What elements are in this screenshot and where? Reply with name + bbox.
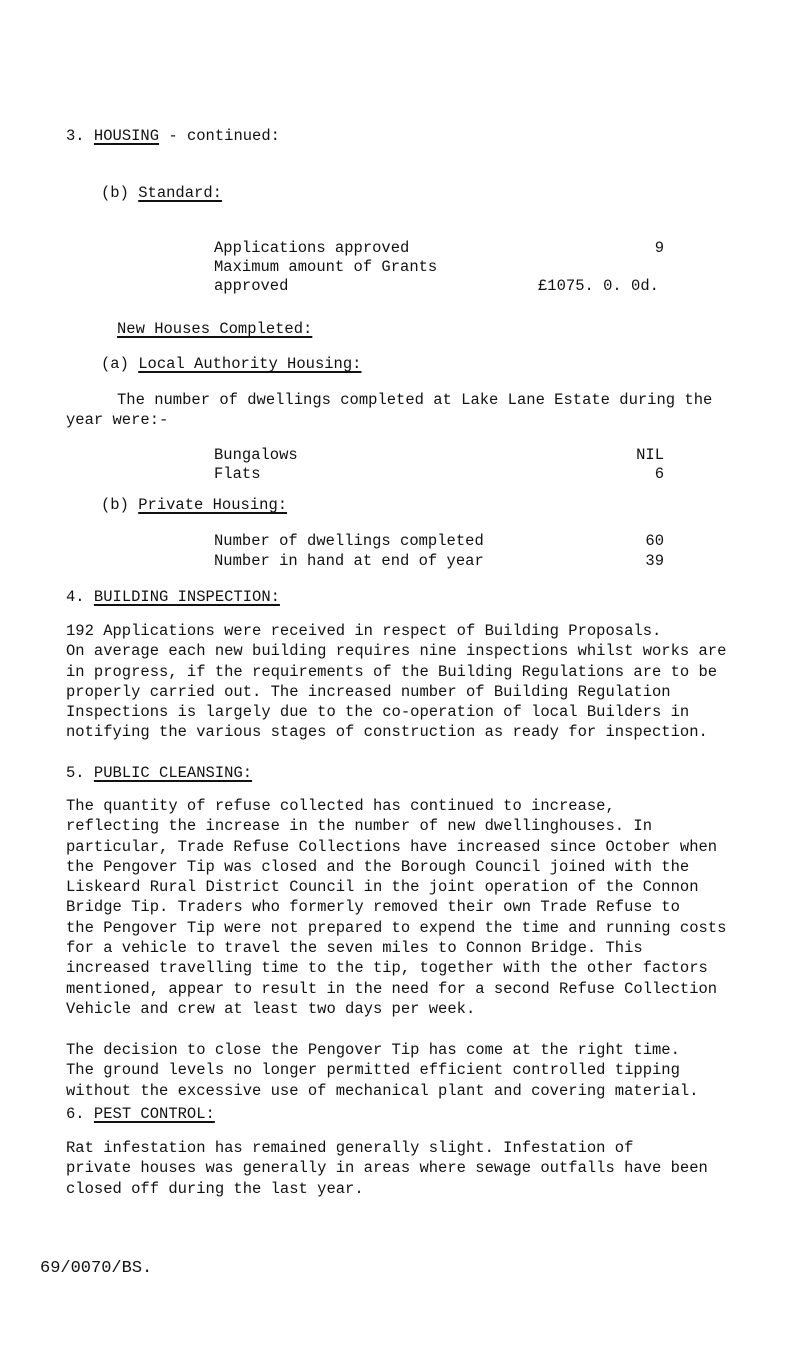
in-hand-value: 39: [645, 552, 664, 570]
flats-label: Flats: [214, 465, 261, 483]
subsection-title: Local Authority Housing:: [138, 355, 362, 373]
max-grants-label-line2: approved: [214, 277, 289, 295]
section-3-heading: [66, 127, 280, 145]
section-number: 6.: [66, 1105, 85, 1123]
section-number: 5.: [66, 764, 85, 782]
section-title: HOUSING: [93, 127, 160, 145]
applications-approved-value: 9: [654, 239, 664, 257]
bungalows-label: Bungalows: [214, 446, 298, 464]
section-title: PEST CONTROL:: [93, 1105, 215, 1123]
subsection-title: Standard:: [138, 184, 222, 202]
subsection-label: (a): [101, 355, 129, 373]
public-cleansing-paragraph-2: The decision to close the Pengover Tip has come at the right time. The ground levels no longer permitted efficient controlled tipping without the excessive use of mechanical plant and covering material.: [66, 1041, 699, 1100]
dwellings-completed-value: 60: [645, 532, 664, 550]
pest-control-paragraph: Rat infestation has remained generally slight. Infestation of private houses was generally in areas where sewage outfalls have been closed off during the last year.: [66, 1139, 708, 1198]
section-5-heading: [66, 764, 252, 782]
applications-approved-label: Applications approved: [214, 239, 410, 257]
max-grants-value: £1075. 0. 0d.: [538, 277, 659, 295]
section-title: BUILDING INSPECTION:: [93, 588, 280, 606]
subsection-label: (b): [101, 496, 129, 514]
section-number: 4.: [66, 588, 85, 606]
private-housing-heading: [101, 496, 287, 514]
in-hand-label: Number in hand at end of year: [214, 552, 484, 570]
local-authority-heading: [101, 355, 361, 373]
section-suffix: - continued:: [159, 127, 280, 145]
lake-lane-text-line2: year were:-: [66, 411, 169, 429]
section-6-heading: [66, 1105, 215, 1123]
max-grants-label-line1: Maximum amount of Grants: [214, 258, 438, 276]
document-reference: 69/0070/BS.: [40, 1259, 153, 1278]
standard-heading: [101, 184, 222, 202]
bungalows-value: NIL: [636, 446, 664, 464]
subsection-title: Private Housing:: [138, 496, 288, 514]
new-houses-heading: New Houses Completed:: [117, 320, 313, 338]
section-number: 3.: [66, 127, 85, 145]
dwellings-completed-label: Number of dwellings completed: [214, 532, 484, 550]
public-cleansing-paragraph-1: The quantity of refuse collected has continued to increase, reflecting the increase in the number of new dwellinghouses. In particular, Trade Refuse Collections have increased since October when the Pengover Tip was closed and the Borough Council joined with the Liskeard Rural District Council in the joint operation of the Connon Bridge Tip. Traders who formerly removed their own Trade Refuse to the Pengover Tip were not prepared to expend the time and running costs for a vehicle to travel the seven miles to Connon Bridge. This increased travelling time to the tip, together with the other factors mentioned, appear to result in the need for a second Refuse Collection Vehicle and crew at least two days per week.: [66, 797, 727, 1018]
flats-value: 6: [654, 465, 664, 483]
lake-lane-text-line1: The number of dwellings completed at Lake Lane Estate during the: [117, 391, 713, 409]
building-inspection-paragraph: 192 Applications were received in respect of Building Proposals. On average each new building requires nine inspections whilst works are in progress, if the requirements of the Building Regulations are to be properly carried out. The increased number of Building Regulation Inspections is largely due to the co-operation of local Builders in notifying the various stages of construction as ready for inspection.: [66, 622, 727, 742]
subsection-label: (b): [101, 184, 129, 202]
section-4-heading: [66, 588, 280, 606]
section-title: PUBLIC CLEANSING:: [93, 764, 253, 782]
